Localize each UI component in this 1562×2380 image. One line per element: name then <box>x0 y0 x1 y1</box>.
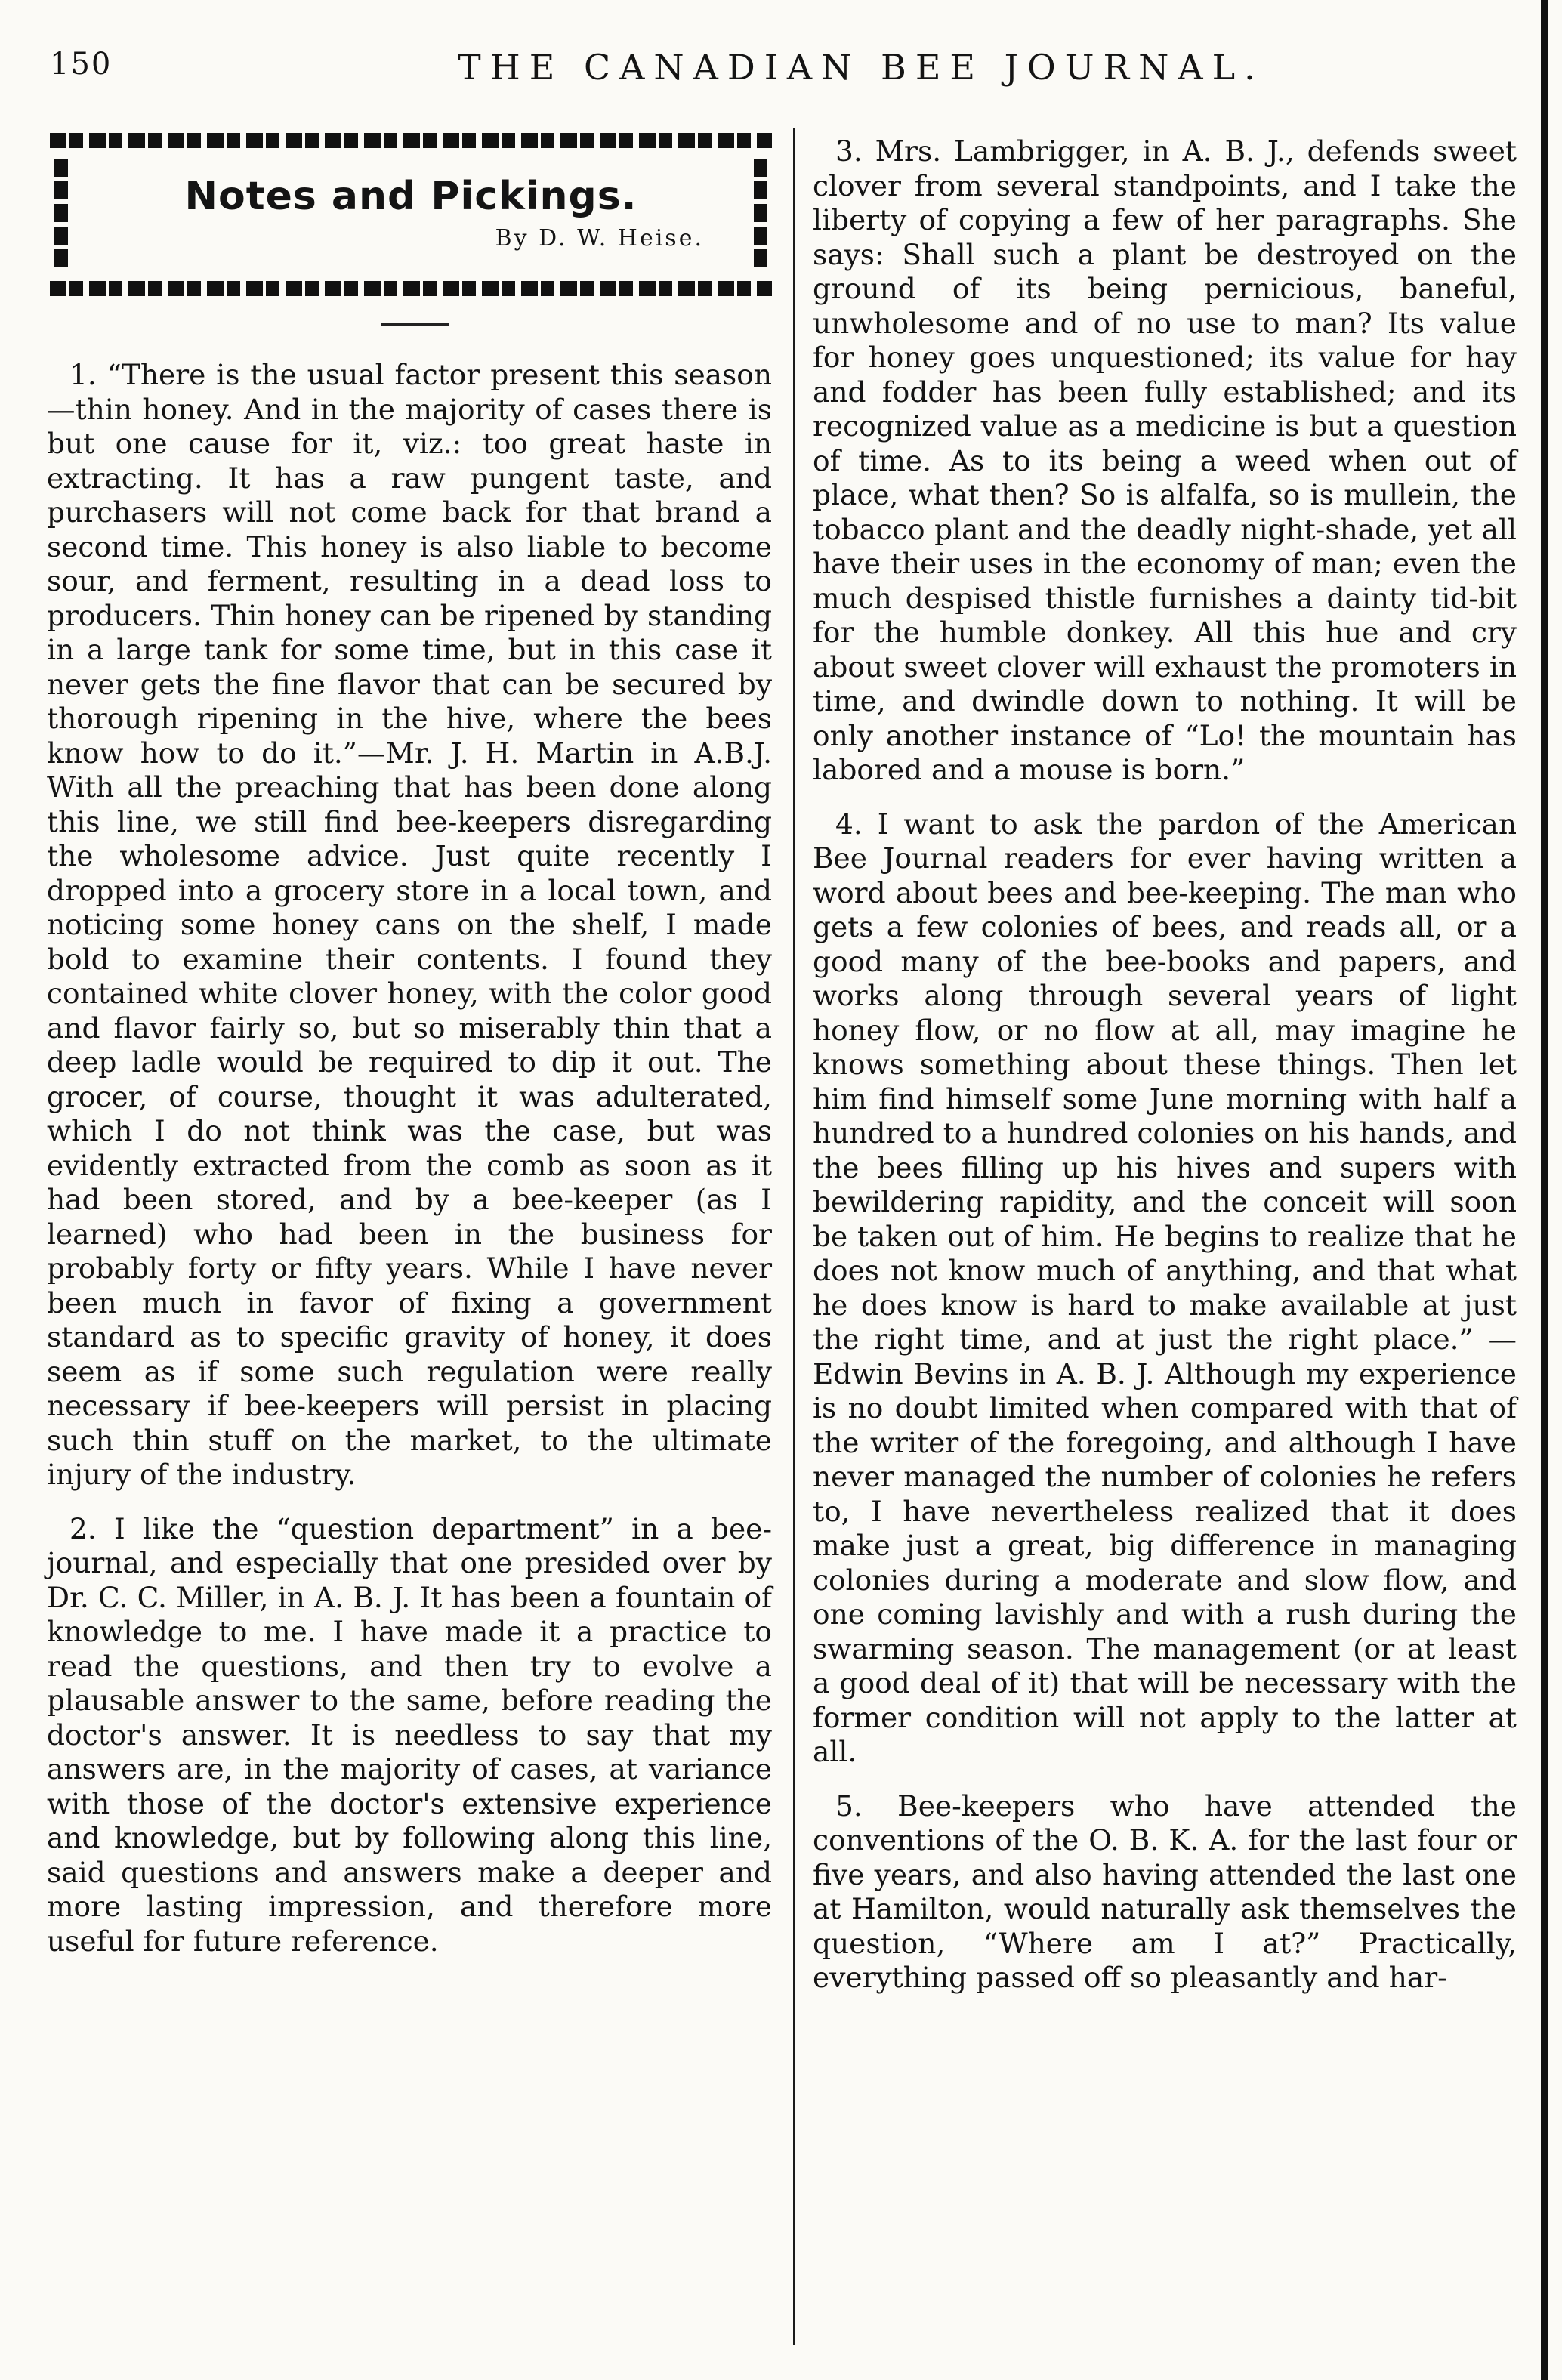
paragraph-3: 3. Mrs. Lambrigger, in A. B. J., defends sweet clover from several standpoints, and I take the liberty of copying a few of her paragraphs. She says: Shall such a plant be destroyed on the ground of its being pernicious, baneful, unwholesome and of no use to man? Its value for honey goes unquestioned; its value for hay and fodder has been fully established; and its recognized value as a medicine is but a question of time. As to its being a weed when out of place, what then? So is alfalfa, so is mullein, the tobacco plant and the deadly night-shade, yet all have their uses in the economy of man; even the much despised thistle furnishes a dainty tid-bit for the humble donkey. All this hue and cry about sweet clover will exhaust the promoters in time, and dwindle down to nothing. It will be only another instance of “Lo! the mountain has labored and a mouse is born.” <box>813 134 1517 786</box>
page-header <box>50 47 1515 92</box>
paragraph-1: 1. “There is the usual factor present this season—thin honey. And in the majority of cases there is but one cause for it, viz.: too great haste in extracting. It has a raw pungent taste, and purchasers will not come back for that brand a second time. This honey is also liable to become sour, and ferment, resulting in a dead loss to producers. Thin honey can be ripened by standing in a large tank for some time, but in this case it never gets the fine flavor that can be secured by thorough ripening in the hive, where the bees know how to do it.”—Mr. J. H. Martin in A.B.J. With all the preaching that has been done along this line, we still find bee-keepers disregarding the wholesome advice. Just quite recently I dropped into a grocery store in a local town, and noticing some honey cans on the shelf, I made bold to examine their contents. I found they contained white clover honey, with the color good and flavor fairly so, but so miserably thin that a deep ladle would be required to dip it out. The grocer, of course, thought it was adulterated, which I do not think was the case, but was evidently extracted from the comb as soon as it had been stored, and by a bee-keeper (as I learned) who had been in the business for probably forty or fifty years. While I have never been much in favor of fixing a government standard as to specific gravity of honey, it does seem as if some such regulation were really necessary if bee-keepers will persist in placing such thin stuff on the market, to the ultimate injury of the industry. <box>47 358 772 1491</box>
section-heading-box <box>50 133 772 296</box>
running-title: THE CANADIAN BEE JOURNAL. <box>458 47 1264 88</box>
left-column <box>47 358 772 1978</box>
ornamental-border-bottom <box>50 281 772 296</box>
short-rule <box>381 323 449 326</box>
ornamental-border-top <box>50 133 772 148</box>
paragraph-5: 5. Bee-keepers who have attended the conventions of the O. B. K. A. for the last four or five years, and also having attended the last one at Hamilton, would naturally ask themselves the question, “Where am I at?” Practically, everything passed off so pleasantly and har- <box>813 1789 1517 1994</box>
right-column <box>813 134 1517 2015</box>
paragraph-4: 4. I want to ask the pardon of the American Bee Journal readers for ever having written a word about bees and bee-keeping. The man who gets a few colonies of bees, and reads all, or a good many of the bee-books and papers, and works along through several years of light honey flow, or no flow at all, may imagine he knows something about these things. Then let him find himself some June morning with half a hundred to a hundred colonies on his hands, and the bees filling up his hives and supers with bewildering rapidity, and the conceit will soon be taken out of him. He begins to realize that he does not know much of anything, and that what he does know is hard to make available at just the right time, and at just the right place.” —Edwin Bevins in A. B. J. Although my experience is no doubt limited when compared with that of the writer of the foregoing, and although I have never managed the number of colonies he refers to, I have nevertheless realized that it does make just a great, big difference in managing colonies during a moderate and slow flow, and one coming lavishly and with a rush during the swarming season. The management (or at least a good deal of it) that will be necessary with the former condition will not apply to the latter at all. <box>813 807 1517 1768</box>
paragraph-2: 2. I like the “question department” in a bee-journal, and especially that one presided over by Dr. C. C. Miller, in A. B. J. It has been a fountain of knowledge to me. I have made it a practice to read the questions, and then try to evolve a plausable answer to the same, before reading the doctor's answer. It is needless to say that my answers are, in the majority of cases, at variance with those of the doctor's extensive experience and knowledge, but by following along this line, said questions and answers make a deeper and more lasting impression, and therefore more useful for future reference. <box>47 1511 772 1958</box>
page-number: 150 <box>50 47 113 82</box>
section-title: Notes and Pickings. <box>184 174 637 219</box>
page-edge-rule <box>1541 0 1548 2380</box>
section-byline: By D. W. Heise. <box>495 225 704 252</box>
column-divider <box>793 128 795 2345</box>
